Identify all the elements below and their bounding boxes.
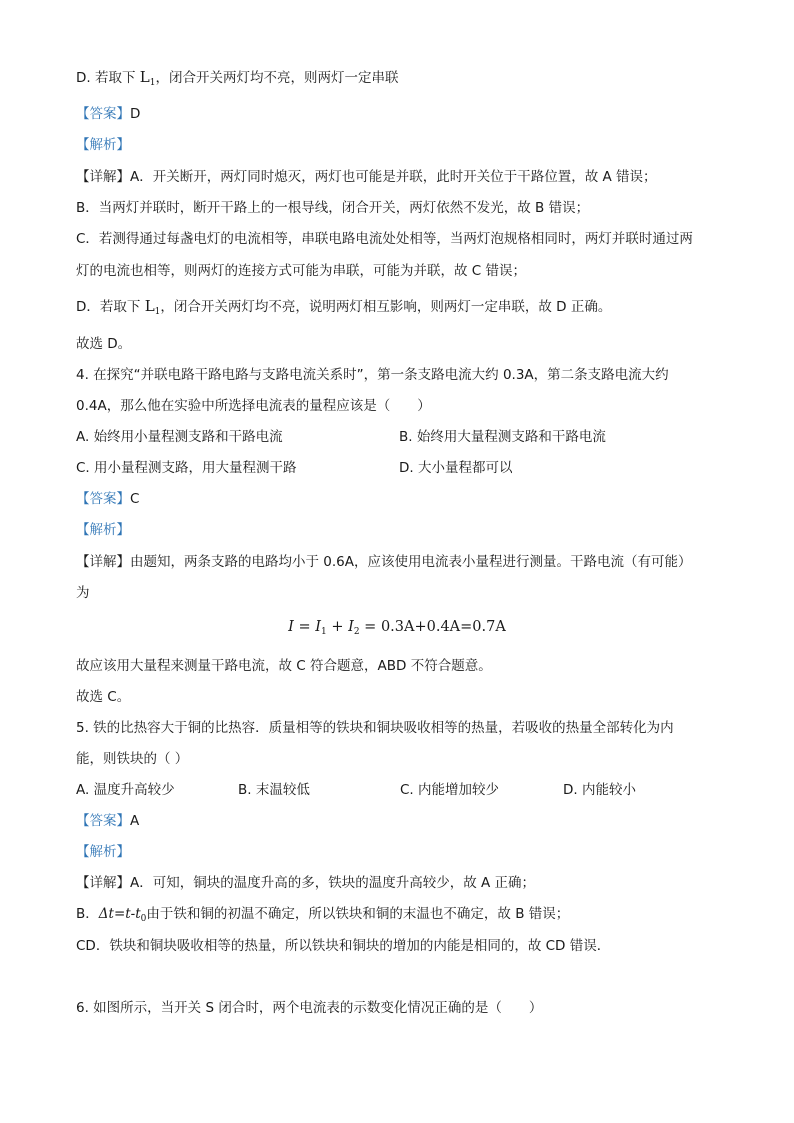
q3-detail-a (76, 168, 657, 186)
q3-option-d (76, 68, 398, 92)
q3-answer (76, 105, 140, 123)
q4-detail-tag: 【详解】 (76, 554, 130, 570)
q3-detail-d (76, 297, 611, 321)
q3-conclusion: 故选 D。 (76, 336, 132, 352)
q3-detail-c2: 灯的电流也相等，则两灯的连接方式可能为串联，可能为并联，故 C 错误； (76, 263, 527, 279)
q5-detail-cd: CD．铁块和铜块吸收相等的热量，所以铁块和铜块的增加的内能是相同的，故 CD 错误． (76, 938, 611, 954)
q4-detail-text1: 由题知，两条支路的电路均小于 0.6A，应该使用电流表小量程进行测量。干路电流（有可能） (130, 554, 692, 570)
q5-answer (76, 812, 139, 830)
q3-detail-d-prefix: D．若取下 (76, 299, 145, 315)
q4-detail-line1 (76, 553, 692, 571)
q5-stem-line2: 能，则铁块的（ ） (76, 751, 189, 767)
q3-detail-d-symbol: L (144, 297, 155, 315)
q3-detail-a-text: A．开关断开，两灯同时熄灭，两灯也可能是并联，此时开关位于干路位置，故 A 错误； (130, 169, 657, 185)
q4-conclusion: 故选 C。 (76, 689, 131, 705)
q5-option-d: D. 内能较小 (563, 782, 636, 798)
q3-detail-d-sub: 1 (154, 307, 161, 317)
q3-answer-value: D (130, 106, 141, 122)
q4-detail-line2: 为 (76, 585, 90, 601)
q4-stem-line2: 0.4A，那么他在实验中所选择电流表的量程应该是（ ） (76, 398, 431, 414)
q3-option-d-prefix: D. 若取下 (76, 70, 140, 86)
q5-stem-line1: 5. 铁的比热容大于铜的比热容．质量相等的铁块和铜块吸收相等的热量，若吸收的热量全部转化为内 (76, 720, 674, 736)
q4-option-a: A. 始终用小量程测支路和干路电流 (76, 429, 283, 445)
formula-rhs: = 0.3A+0.4A=0.7A (359, 619, 506, 635)
q4-analysis-tag: 【解析】 (76, 522, 130, 538)
q4-option-d: D. 大小量程都可以 (399, 460, 513, 476)
formula-eq: = (293, 619, 316, 635)
q5-detail-a-text: A．可知，铜块的温度升高的多，铁块的温度升高较少，故 A 正确； (130, 875, 536, 891)
q4-detail-line3: 故应该用大量程来测量干路电流，故 C 符合题意，ABD 不符合题意。 (76, 658, 492, 674)
q3-detail-tag: 【详解】 (76, 169, 130, 185)
q4-answer-value: C (130, 491, 140, 507)
q4-option-b: B. 始终用大量程测支路和干路电流 (399, 429, 606, 445)
q4-formula (0, 617, 794, 642)
q3-option-d-symbol: L (139, 68, 150, 86)
formula-sub2: 2 (353, 627, 360, 637)
formula-plus: + (326, 619, 349, 635)
formula-i2: I (348, 619, 354, 635)
q3-detail-b: B．当两灯并联时，断开干路上的一根导线，闭合开关，两灯依然不发光，故 B 错误； (76, 200, 590, 216)
q5-detail-tag: 【详解】 (76, 875, 130, 891)
q4-answer (76, 490, 139, 508)
q5-detail-b-prefix: B． (76, 906, 99, 922)
q3-analysis-tag: 【解析】 (76, 137, 130, 153)
formula-i1: I (315, 619, 321, 635)
q5-option-c: C. 内能增加较少 (400, 782, 500, 798)
q3-answer-tag: 【答案】 (76, 106, 130, 122)
q5-option-b: B. 末温较低 (238, 782, 310, 798)
q4-option-c: C. 用小量程测支路，用大量程测干路 (76, 460, 297, 476)
q5-detail-b-sub: 0 (140, 914, 147, 924)
q5-detail-b (76, 905, 569, 928)
q6-stem: 6. 如图所示，当开关 S 闭合时，两个电流表的示数变化情况正确的是（ ） (76, 1000, 543, 1016)
q5-detail-b-formula: Δt=t-t (98, 906, 141, 922)
q5-detail-a (76, 874, 535, 892)
q5-answer-tag: 【答案】 (76, 813, 130, 829)
q3-detail-c1: C．若测得通过每盏电灯的电流相等，串联电路电流处处相等，当两灯泡规格相同时，两灯并联时通过两 (76, 231, 693, 247)
q3-option-d-sub: 1 (149, 78, 156, 88)
q4-answer-tag: 【答案】 (76, 491, 130, 507)
q4-stem-line1: 4. 在探究“并联电路干路电路与支路电流关系时”，第一条支路电流大约 0.3A，第二条支路电流大约 (76, 367, 669, 383)
q5-analysis-tag: 【解析】 (76, 844, 130, 860)
q5-option-a: A. 温度升高较少 (76, 782, 175, 798)
q3-option-d-suffix: ，闭合开关两灯均不亮，则两灯一定串联 (155, 70, 399, 86)
q5-answer-value: A (130, 813, 140, 829)
q3-detail-d-suffix: ，闭合开关两灯均不亮，说明两灯相互影响，则两灯一定串联，故 D 正确。 (160, 299, 612, 315)
formula-i: I (288, 619, 294, 635)
q5-detail-b-suffix: 由于铁和铜的初温不确定，所以铁块和铜的末温也不确定，故 B 错误； (146, 906, 570, 922)
formula-sub1: 1 (321, 627, 327, 637)
